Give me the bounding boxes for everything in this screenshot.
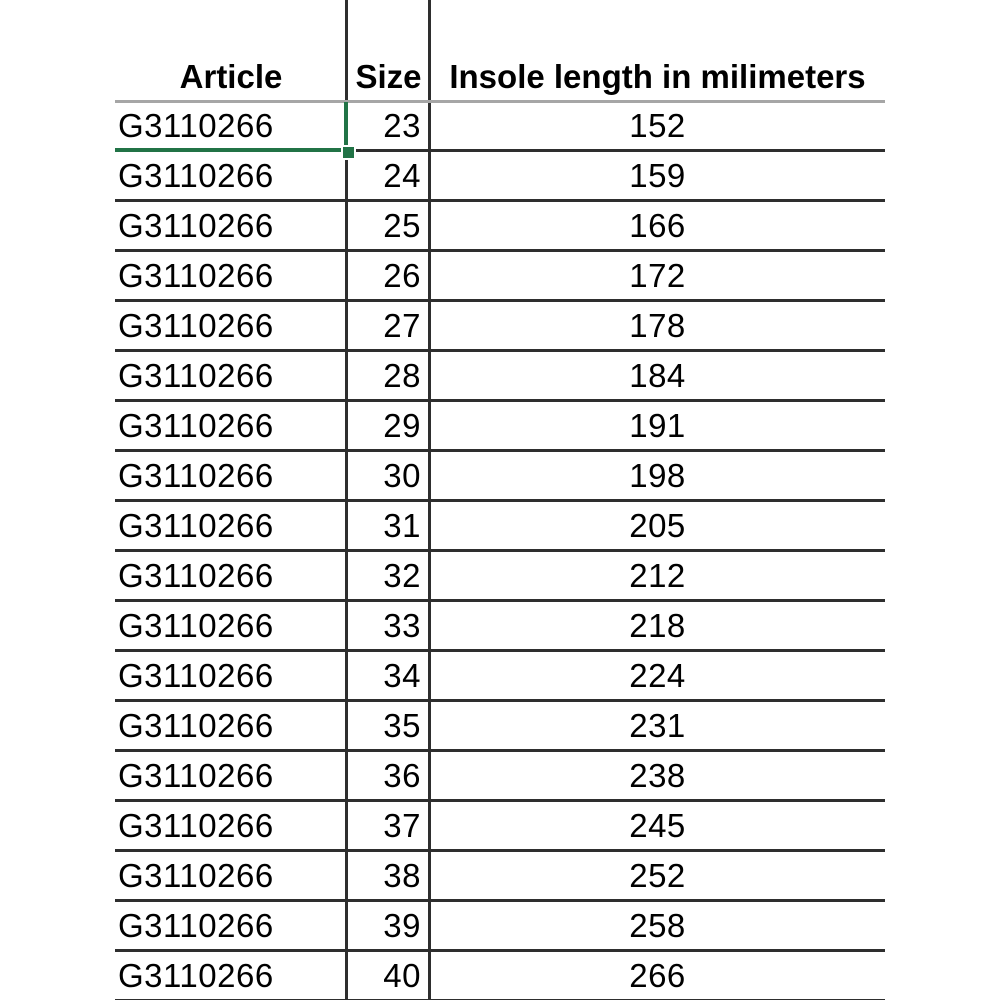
- table-row: [115, 552, 885, 602]
- cell-article[interactable]: G3110266: [118, 756, 274, 794]
- cell-article[interactable]: G3110266: [118, 106, 274, 144]
- cell-insole-length[interactable]: 266: [629, 956, 686, 994]
- cell-article[interactable]: G3110266: [118, 456, 274, 494]
- cell-article[interactable]: G3110266: [118, 906, 274, 944]
- cell-insole-length[interactable]: 218: [629, 606, 686, 644]
- cell-article[interactable]: G3110266: [118, 156, 274, 194]
- cell-size[interactable]: 26: [383, 256, 421, 294]
- table-row: [115, 702, 885, 752]
- cell-size[interactable]: 29: [383, 406, 421, 444]
- cell-insole-length[interactable]: 166: [629, 206, 686, 244]
- cell-article[interactable]: G3110266: [118, 956, 274, 994]
- table-row: [115, 602, 885, 652]
- cell-size[interactable]: 28: [383, 356, 421, 394]
- cell-size[interactable]: 38: [383, 856, 421, 894]
- cell-article[interactable]: G3110266: [118, 256, 274, 294]
- header-cell-size[interactable]: Size: [355, 58, 422, 95]
- table-row: [115, 902, 885, 952]
- cell-insole-length[interactable]: 212: [629, 556, 686, 594]
- cell-article[interactable]: G3110266: [118, 606, 274, 644]
- table-row: [115, 152, 885, 202]
- cell-insole-length[interactable]: 238: [629, 756, 686, 794]
- cell-size[interactable]: 34: [383, 656, 421, 694]
- cell-article[interactable]: G3110266: [118, 306, 274, 344]
- table-row: [115, 802, 885, 852]
- cell-size[interactable]: 23: [383, 106, 421, 144]
- cell-size[interactable]: 25: [383, 206, 421, 244]
- cell-article[interactable]: G3110266: [118, 356, 274, 394]
- cell-insole-length[interactable]: 191: [629, 406, 686, 444]
- cell-size[interactable]: 37: [383, 806, 421, 844]
- cell-size[interactable]: 36: [383, 756, 421, 794]
- header-cell-insole-length[interactable]: Insole length in milimeters: [449, 58, 866, 95]
- cell-size[interactable]: 24: [383, 156, 421, 194]
- table-row: [115, 352, 885, 402]
- cell-article[interactable]: G3110266: [118, 806, 274, 844]
- cell-insole-length[interactable]: 245: [629, 806, 686, 844]
- cell-size[interactable]: 33: [383, 606, 421, 644]
- cell-insole-length[interactable]: 198: [629, 456, 686, 494]
- cell-size[interactable]: 32: [383, 556, 421, 594]
- header-cell-article[interactable]: Article: [179, 58, 283, 95]
- table-row: [115, 302, 885, 352]
- table-row: [115, 652, 885, 702]
- cell-size[interactable]: 39: [383, 906, 421, 944]
- cell-insole-length[interactable]: 252: [629, 856, 686, 894]
- cell-article[interactable]: G3110266: [118, 406, 274, 444]
- fill-handle[interactable]: [341, 145, 356, 160]
- cell-article[interactable]: G3110266: [118, 206, 274, 244]
- table-row: [115, 852, 885, 902]
- table-row: [115, 102, 885, 152]
- cell-article[interactable]: G3110266: [118, 656, 274, 694]
- table-row: [115, 252, 885, 302]
- cell-insole-length[interactable]: 178: [629, 306, 686, 344]
- cell-insole-length[interactable]: 172: [629, 256, 686, 294]
- cell-insole-length[interactable]: 231: [629, 706, 686, 744]
- cell-insole-length[interactable]: 159: [629, 156, 686, 194]
- table-body: [115, 102, 885, 1000]
- table-row: [115, 402, 885, 452]
- header-row: [115, 0, 885, 100]
- table-row: [115, 752, 885, 802]
- table-row: [115, 202, 885, 252]
- cell-insole-length[interactable]: 152: [629, 106, 686, 144]
- cell-insole-length[interactable]: 224: [629, 656, 686, 694]
- cell-insole-length[interactable]: 258: [629, 906, 686, 944]
- cell-insole-length[interactable]: 205: [629, 506, 686, 544]
- cell-size[interactable]: 30: [383, 456, 421, 494]
- cell-article[interactable]: G3110266: [118, 706, 274, 744]
- cell-size[interactable]: 35: [383, 706, 421, 744]
- table-row: [115, 452, 885, 502]
- table-row: [115, 502, 885, 552]
- cell-article[interactable]: G3110266: [118, 556, 274, 594]
- cell-article[interactable]: G3110266: [118, 506, 274, 544]
- cell-insole-length[interactable]: 184: [629, 356, 686, 394]
- cell-size[interactable]: 31: [383, 506, 421, 544]
- cell-size[interactable]: 27: [383, 306, 421, 344]
- cell-article[interactable]: G3110266: [118, 856, 274, 894]
- cell-size[interactable]: 40: [383, 956, 421, 994]
- table-row: [115, 952, 885, 1000]
